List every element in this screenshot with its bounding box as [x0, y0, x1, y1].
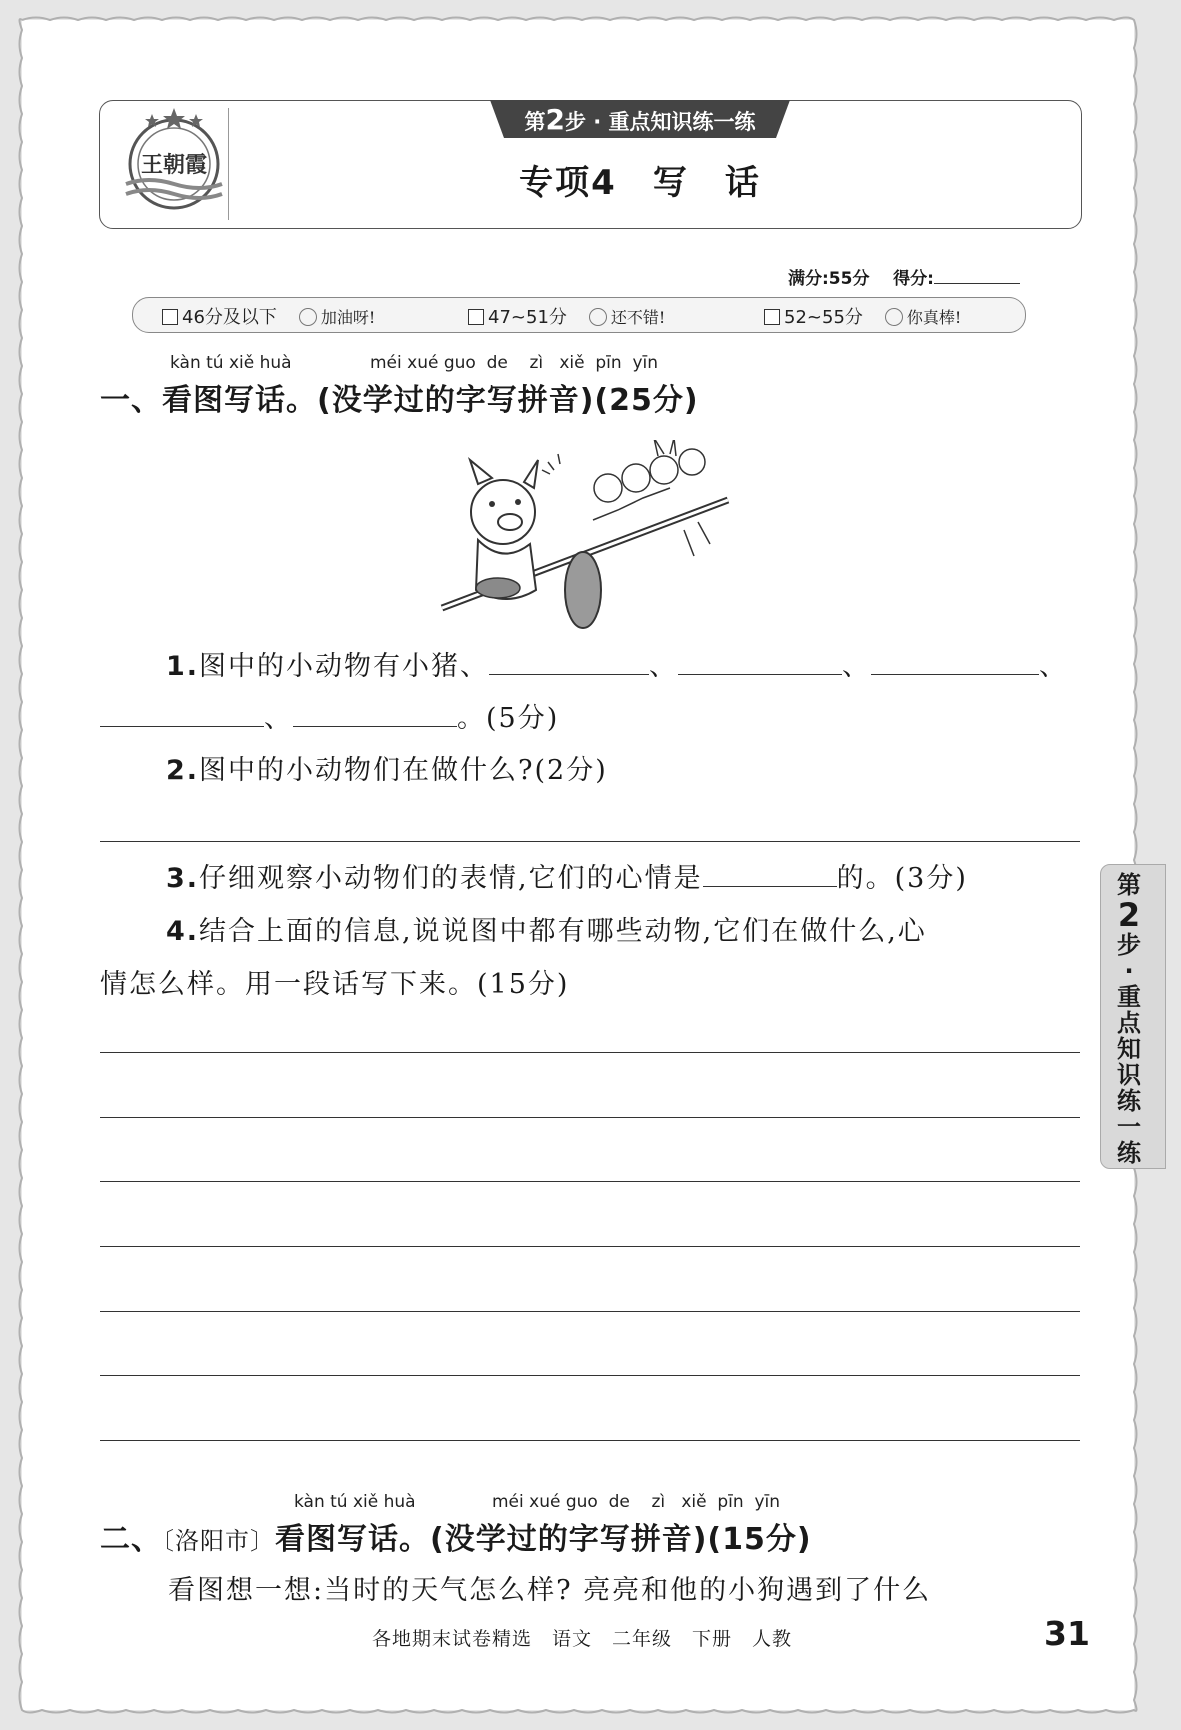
region-label: 〔洛阳市〕: [162, 1527, 275, 1555]
writing-line[interactable]: [100, 1440, 1080, 1441]
question-4-cont: 情怎么样。用一段话写下来。(15分): [100, 969, 570, 1000]
side-tab-label: 第 2 步·重点知识练一练: [1117, 871, 1141, 1167]
score-blank[interactable]: [934, 267, 1020, 284]
grade-item-high: 52~55分 你真棒!: [764, 303, 961, 329]
score-line: [788, 264, 1020, 289]
logo-divider: [228, 108, 229, 220]
answer-blank[interactable]: [678, 652, 842, 675]
pinyin-mei-xue-guo: méi xué guo de zì xiě pīn yīn: [370, 353, 659, 373]
question-1-cont: 、 。(5分): [100, 696, 559, 735]
got-score-label: 得分:: [893, 269, 934, 289]
writing-line[interactable]: [100, 1052, 1080, 1053]
full-score-label: 满分:55分: [788, 269, 870, 289]
question-4: 4.结合上面的信息,说说图中都有哪些动物,它们在做什么,心: [166, 916, 927, 947]
question-1: 1.图中的小动物有小猪、 、 、 、: [166, 651, 1069, 682]
svg-text:王朝霞: 王朝霞: [140, 152, 208, 178]
answer-blank[interactable]: [703, 864, 837, 887]
writing-line[interactable]: [100, 1117, 1080, 1118]
seesaw-animals-illustration: [438, 440, 738, 630]
grade-item-mid: 47~51分 还不错!: [468, 303, 665, 329]
page-number: 31: [1044, 1614, 1090, 1653]
grade-checkbox[interactable]: [162, 309, 178, 325]
pinyin-kan-tu-xie-hua-2: kàn tú xiě huà: [294, 1492, 416, 1512]
question-2: 2.图中的小动物们在做什么?(2分): [166, 755, 608, 786]
writing-line[interactable]: [100, 1246, 1080, 1247]
smile-face-icon: [589, 308, 607, 326]
pinyin-kan-tu-xie-hua: kàn tú xiě huà: [170, 353, 292, 373]
writing-line[interactable]: [100, 1181, 1080, 1182]
writing-line[interactable]: [100, 1375, 1080, 1376]
grade-checkbox[interactable]: [764, 309, 780, 325]
answer-blank[interactable]: [100, 704, 264, 727]
grade-item-low: 46分及以下 加油呀!: [162, 303, 375, 329]
answer-line[interactable]: [100, 841, 1080, 842]
section2-prompt: 看图想一想:当时的天气怎么样? 亮亮和他的小狗遇到了什么: [168, 1575, 932, 1606]
star-face-icon: [885, 308, 903, 326]
writing-line[interactable]: [100, 1311, 1080, 1312]
section2-heading: 二、〔洛阳市〕看图写话。(没学过的字写拼音)(15分): [100, 1522, 812, 1557]
step-label: 第2步 · 重点知识练一练: [524, 103, 756, 136]
answer-blank[interactable]: [293, 704, 457, 727]
publisher-logo: [118, 106, 230, 218]
answer-blank[interactable]: [871, 652, 1039, 675]
page-title: 专项4 写 话: [519, 163, 761, 203]
grade-checkbox[interactable]: [468, 309, 484, 325]
footer-book-info: 各地期末试卷精选 语文 二年级 下册 人教: [372, 1628, 793, 1650]
answer-blank[interactable]: [489, 652, 649, 675]
section1-heading: 一、看图写话。(没学过的字写拼音)(25分): [100, 383, 699, 418]
cheer-face-icon: [299, 308, 317, 326]
pinyin-mei-xue-guo-2: méi xué guo de zì xiě pīn yīn: [492, 1492, 781, 1512]
question-3: 3.仔细观察小动物们的表情,它们的心情是 的。(3分): [166, 863, 968, 894]
